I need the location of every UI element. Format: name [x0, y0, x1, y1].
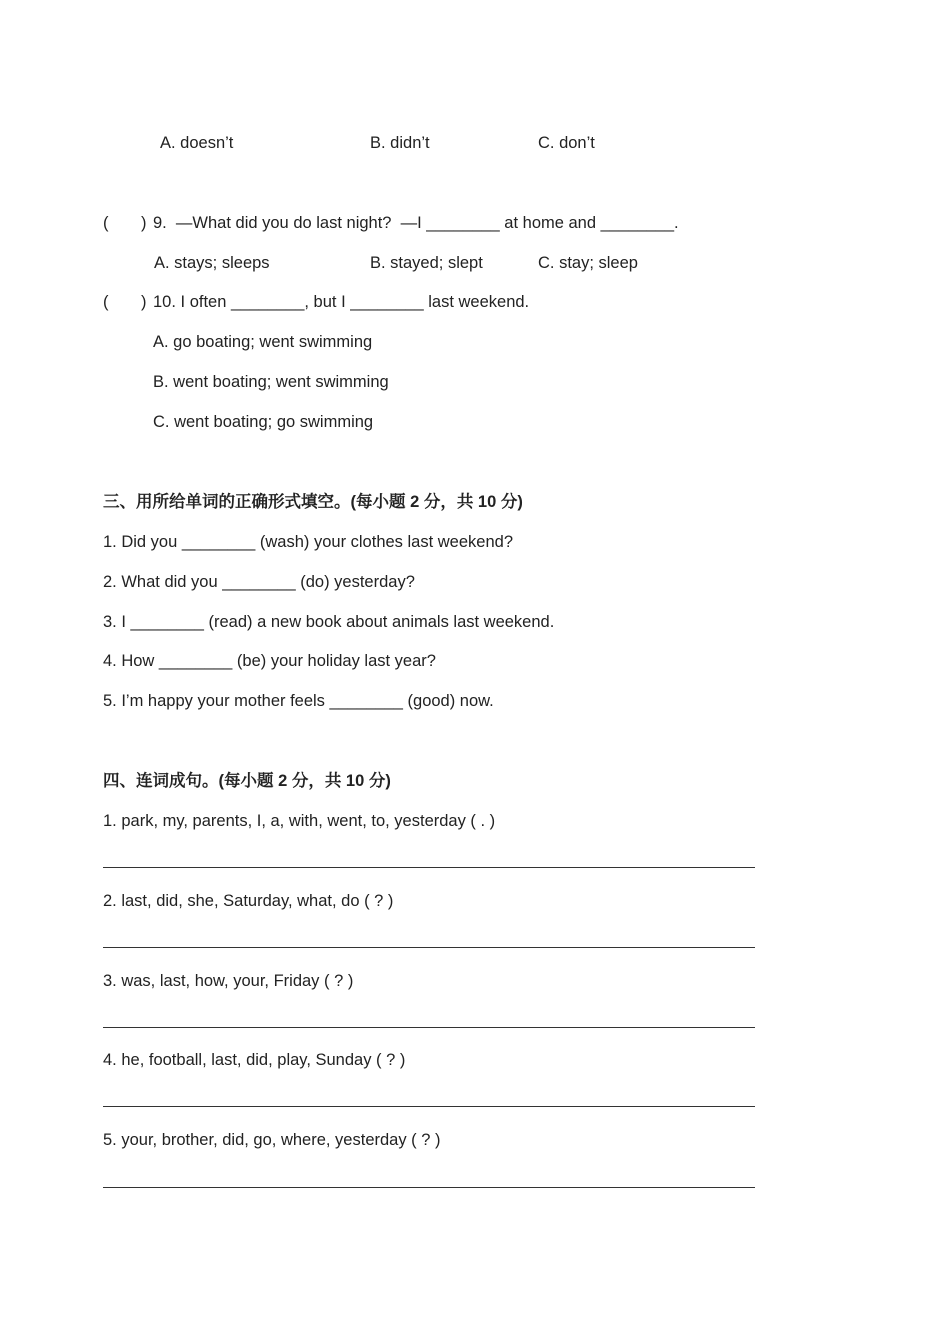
section4-item: 3. was, last, how, your, Friday ( ? )	[103, 972, 354, 990]
q9-answer-paren-open: (	[103, 214, 109, 232]
answer-line	[103, 1106, 755, 1107]
section3-item: 2. What did you ________ (do) yesterday?	[103, 573, 415, 591]
q8-option-b: B. didn’t	[370, 134, 430, 152]
q9-option-c: C. stay; sleep	[538, 254, 638, 272]
q9-option-b: B. stayed; slept	[370, 254, 483, 272]
answer-line	[103, 1187, 755, 1188]
section4-item: 1. park, my, parents, I, a, with, went, to, yesterday ( . )	[103, 812, 496, 830]
section3-item: 1. Did you ________ (wash) your clothes last weekend?	[103, 533, 513, 551]
section3-item: 4. How ________ (be) your holiday last year?	[103, 652, 436, 670]
section4-heading: 四、连词成句。(每小题 2 分，共 10 分)	[103, 772, 391, 790]
q9-option-a: A. stays; sleeps	[154, 254, 270, 272]
section3-heading: 三、用所给单词的正确形式填空。(每小题 2 分，共 10 分)	[103, 493, 523, 511]
q10-option-c: C. went boating; go swimming	[153, 413, 374, 431]
answer-line	[103, 1027, 755, 1028]
q10-option-a: A. go boating; went swimming	[153, 333, 373, 351]
section3-item: 3. I ________ (read) a new book about animals last weekend.	[103, 613, 555, 631]
q9-answer-paren-close: )	[141, 214, 147, 232]
answer-line	[103, 947, 755, 948]
q10-option-b: B. went boating; went swimming	[153, 373, 389, 391]
section4-item: 2. last, did, she, Saturday, what, do ( ? )	[103, 892, 394, 910]
section4-item: 5. your, brother, did, go, where, yesterday ( ? )	[103, 1131, 441, 1149]
section4-item: 4. he, football, last, did, play, Sunday ( ? )	[103, 1051, 406, 1069]
q10-answer-paren-open: (	[103, 293, 109, 311]
q8-option-a: A. doesn’t	[160, 134, 234, 152]
q10-stem: 10. I often ________, but I ________ last weekend.	[153, 293, 530, 311]
section3-item: 5. I’m happy your mother feels ________ (good) now.	[103, 692, 494, 710]
q9-stem: 9. —What did you do last night? —I ________ at home and ________.	[153, 214, 679, 232]
answer-line	[103, 867, 755, 868]
q10-answer-paren-close: )	[141, 293, 147, 311]
q8-option-c: C. don’t	[538, 134, 595, 152]
